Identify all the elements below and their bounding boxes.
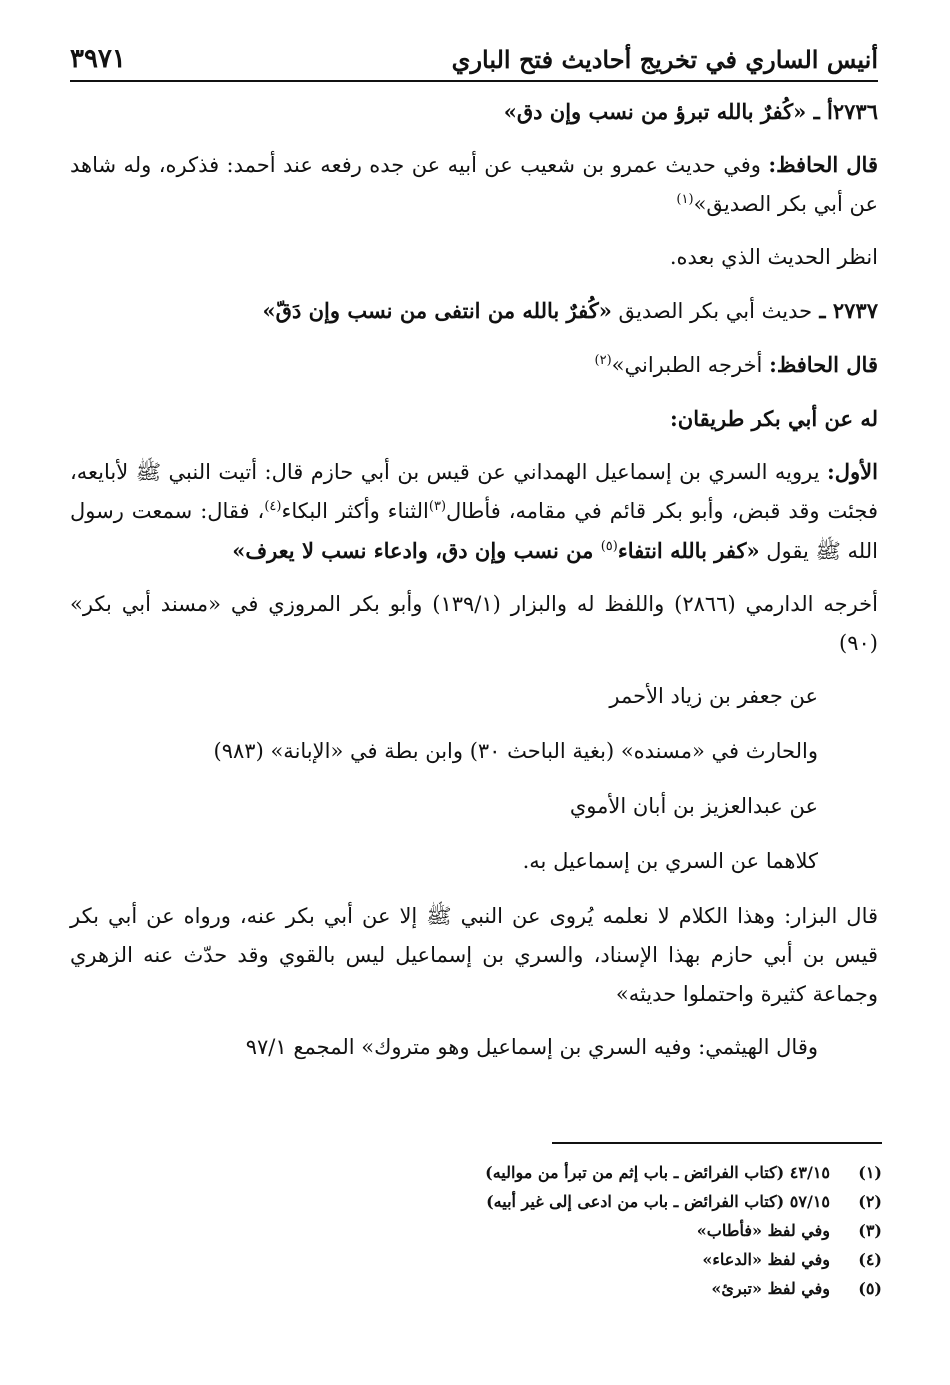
hadith-quote: من نسب وإن دق، وادعاء نسب لا يعرف» [232, 538, 601, 563]
footnote-text: وفي لفظ «فأطاب» [696, 1221, 830, 1240]
speaker-label: الأول: [827, 459, 878, 484]
running-header [70, 34, 878, 82]
footnote-number: (٢) [858, 1192, 882, 1211]
paragraph: أخرجه الدارمي (٢٨٦٦) واللفظ له والبزار (١٣٩/١) وأبو بكر المروزي في «مسند أبي بكر» (٩٠) [70, 592, 878, 655]
footnote-divider [552, 1142, 882, 1144]
paragraph-text: الثناء وأكثر البكاء [281, 499, 429, 523]
chain-line: عن جعفر بن زياد الأحمر [609, 684, 818, 708]
speaker-label: قال الحافظ: [768, 152, 878, 177]
footnote-text: وفي لفظ «الدعاء» [702, 1250, 830, 1269]
entry-heading-2737 [70, 291, 878, 331]
paragraph-text: أخرجه الطبراني» [611, 353, 770, 377]
footnotes [70, 1158, 882, 1303]
footnote-ref: (٣) [428, 499, 447, 514]
footnote-number: (٥) [858, 1279, 882, 1298]
paragraph: وقال الهيثمي: وفيه السري بن إسماعيل وهو متروك» المجمع ٩٧/١ [245, 1035, 818, 1059]
footnote-item [70, 1187, 882, 1216]
footnote-text: ٥٧/١٥ (كتاب الفرائض ـ باب من ادعى إلى غير أبيه) [486, 1192, 830, 1211]
paragraph-text: وفي حديث عمرو بن شعيب عن أبيه عن جده رفعه عند أحمد: فذكره، وله شاهد عن أبي بكر الصديق» [70, 153, 878, 216]
footnote-ref: (٥) [600, 539, 618, 554]
paragraph [70, 452, 878, 571]
entry-number: ٢٧٣٧ ـ [812, 298, 878, 323]
entry-text: حديث أبي بكر الصديق [611, 299, 813, 323]
paragraph [70, 345, 878, 385]
footnote-ref: (٢) [594, 353, 612, 368]
paragraph: قال البزار: وهذا الكلام لا نعلمه يُروى عن النبي ﷺ إلا عن أبي بكر عنه، ورواه عن أبي بكر قيس بن أبي حازم بهذا الإسناد، والسري بن إسماعيل ليس بالقوي وقد حدّث عنه الزهري وجماعة كثيرة واحتملوا حديثه» [70, 904, 878, 1006]
hadith-quote: «كُفرٌ بالله من انتفى من نسب وإن دَقّ» [262, 298, 612, 323]
main-text [70, 92, 878, 1067]
speaker-label: قال الحافظ: [769, 352, 878, 377]
footnote-text: وفي لفظ «تبرئ» [711, 1279, 830, 1298]
footnote-number: (١) [858, 1163, 882, 1182]
footnote-ref: (١) [676, 192, 694, 207]
paragraph [70, 145, 878, 224]
section-heading: له عن أبي بكر طريقان: [670, 406, 878, 431]
paragraph-text: ، فقال: سمعت رسول الله ﷺ يقول [70, 499, 878, 563]
footnote-number: (٣) [858, 1221, 882, 1240]
paragraph: انظر الحديث الذي بعده. [669, 245, 878, 269]
footnote-item [70, 1245, 882, 1274]
hadith-quote: «كفر بالله انتفاء [617, 538, 760, 563]
chain-line: عن عبدالعزيز بن أبان الأموي [569, 794, 818, 818]
footnote-item [70, 1158, 882, 1187]
chain-line: كلاهما عن السري بن إسماعيل به. [522, 849, 818, 873]
entry-heading-2736a: ٢٧٣٦أ ـ «كُفرٌ بالله تبرؤ من نسب وإن دق» [503, 99, 878, 124]
footnote-ref: (٤) [264, 499, 282, 514]
footnote-item [70, 1216, 882, 1245]
footnote-number: (٤) [858, 1250, 882, 1269]
book-title: أنيس الساري في تخريج أحاديث فتح الباري [451, 45, 878, 74]
page-number: ٣٩٧١ [70, 44, 126, 74]
footnote-text: ٤٣/١٥ (كتاب الفرائض ـ باب إثم من تبرأ من مواليه) [485, 1163, 830, 1182]
paragraph-text: يرويه السري بن إسماعيل الهمداني عن قيس بن أبي حازم قال: أتيت النبي ﷺ لأبايعه، فجئت وقد قبض، وأبو بكر قائم في مقامه، فأطال [70, 460, 879, 523]
chain-line: والحارث في «مسنده» (بغية الباحث ٣٠) وابن بطة في «الإبانة» (٩٨٣) [213, 739, 818, 763]
footnote-item [70, 1274, 882, 1303]
